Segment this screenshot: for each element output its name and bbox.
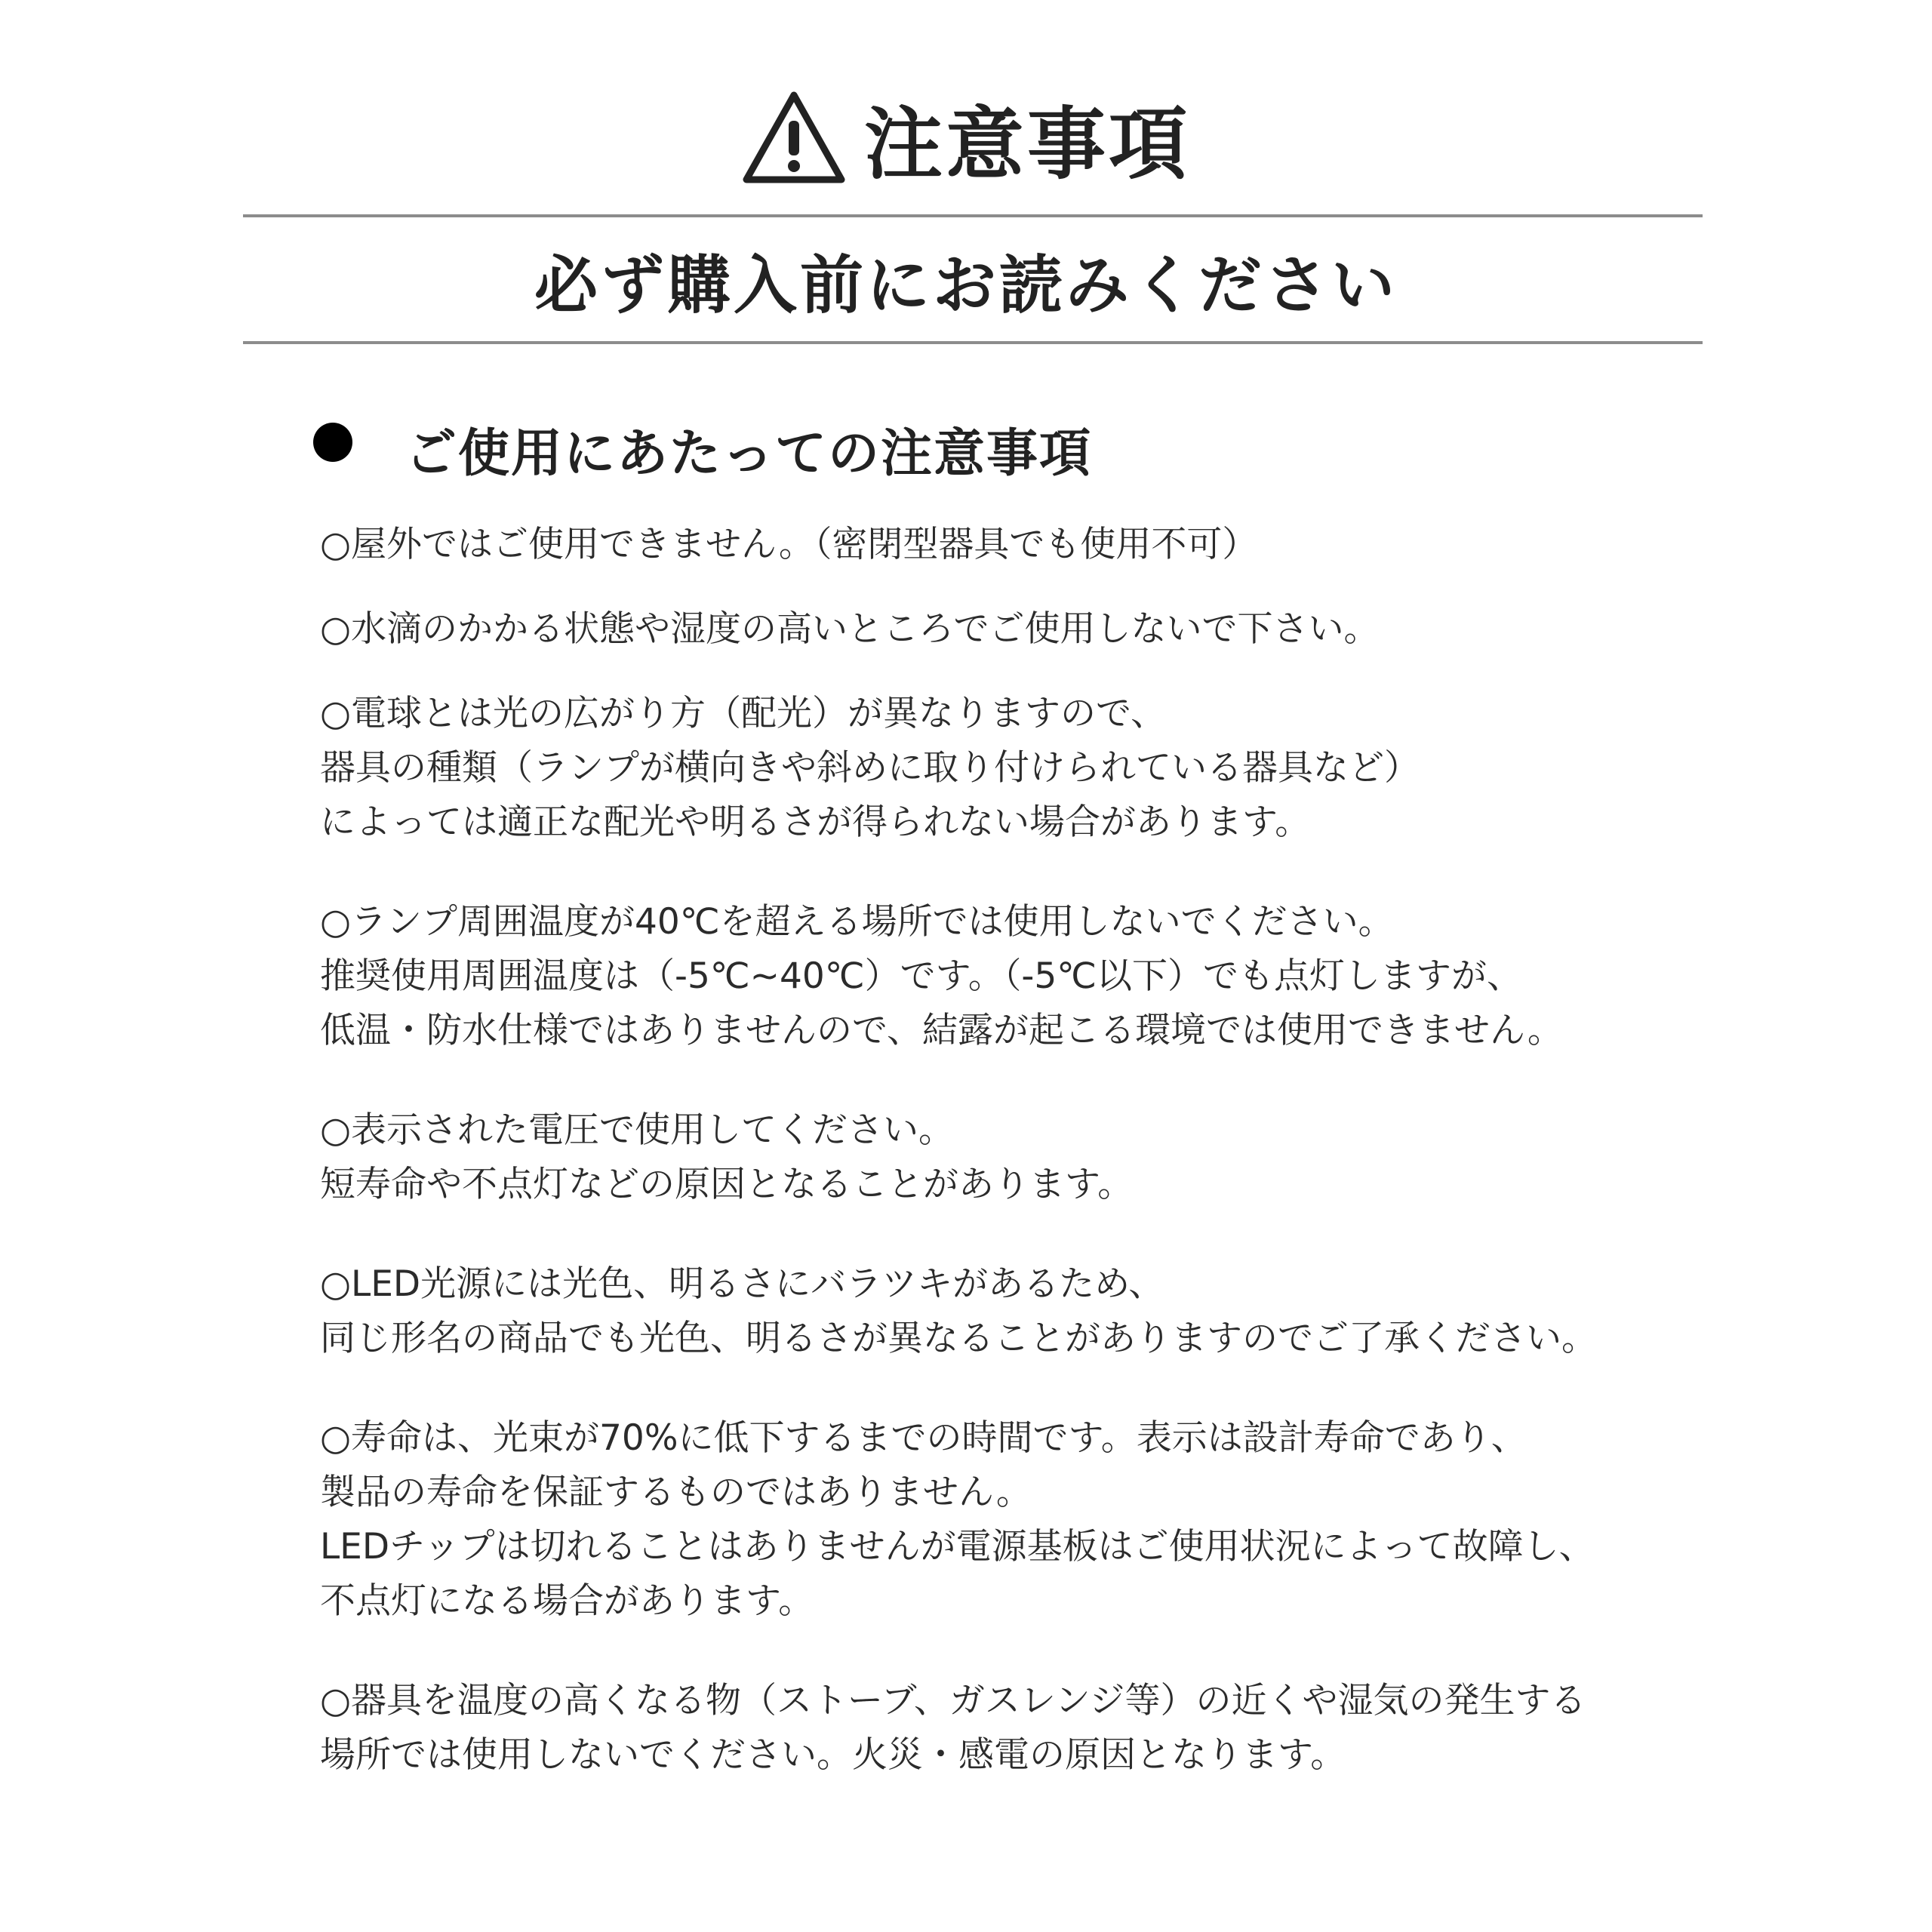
- note-line: ○ランプ周囲温度が40℃を超える場所では使用しないでください。: [320, 901, 1394, 943]
- note-line: ○屋外ではご使用できません。（密閉型器具でも使用不可）: [320, 524, 1258, 565]
- warning-triangle-icon: [742, 89, 846, 186]
- note-line: LEDチップは切れることはありませんが電源基板はご使用状況によって故障し、: [320, 1526, 1595, 1567]
- note-line: 同じ形名の商品でも光色、明るさが異なることがありますのでご了承ください。: [320, 1318, 1597, 1359]
- note-line: ○寿命は、光束が70%に低下するまでの時間です。表示は設計寿命であり、: [320, 1417, 1527, 1459]
- note-line: ○電球とは光の広がり方（配光）が異なりますので、: [320, 693, 1167, 734]
- header: [0, 85, 1932, 190]
- page-subtitle: 必ず購入前にお読みください: [534, 248, 1398, 322]
- note-line: 場所では使用しないでください。火災・感電の原因となります。: [320, 1734, 1346, 1776]
- bullet-icon: [313, 423, 352, 462]
- note-light-distribution: [320, 687, 1920, 850]
- note-line: 製品の寿命を保証するものではありません。: [320, 1472, 1032, 1513]
- note-outdoor: [320, 518, 1920, 572]
- note-humidity: [320, 602, 1920, 657]
- note-voltage: [320, 1103, 1920, 1212]
- page-title: 注意事項: [863, 98, 1190, 190]
- note-line: ○水滴のかかる状態や湿度の高いところでご使用しないで下さい。: [320, 608, 1380, 650]
- note-line: 器具の種類（ランプが横向きや斜めに取り付けられている器具など）: [320, 747, 1420, 789]
- note-line: ○器具を温度の高くなる物（ストーブ、ガスレンジ等）の近くや湿気の発生する: [320, 1680, 1586, 1721]
- note-lifespan: [320, 1411, 1920, 1629]
- note-line: 推奨使用周囲温度は（-5℃~40℃）です。（-5℃以下）でも点灯しますが、: [320, 955, 1522, 997]
- notes-list: [320, 518, 1920, 1783]
- note-line: ○LED光源には光色、明るさにバラツキがあるため、: [320, 1263, 1164, 1305]
- note-line: 短寿命や不点灯などの原因となることがあります。: [320, 1164, 1134, 1205]
- note-line: 不点灯になる場合があります。: [320, 1580, 814, 1622]
- section-title: ご使用にあたっての注意事項: [405, 423, 1093, 484]
- note-line: 低温・防水仕様ではありませんので、結露が起こる環境では使用できません。: [320, 1010, 1563, 1051]
- note-line: ○表示された電圧で使用してください。: [320, 1109, 955, 1151]
- note-temperature: [320, 895, 1920, 1058]
- section-heading: [313, 411, 1092, 487]
- note-line: によっては適正な配光や明るさが得られない場合があります。: [320, 801, 1311, 843]
- note-heat-sources: [320, 1674, 1920, 1783]
- note-color-variation: [320, 1257, 1920, 1366]
- divider-top: [243, 214, 1703, 217]
- divider-bottom: [243, 341, 1703, 344]
